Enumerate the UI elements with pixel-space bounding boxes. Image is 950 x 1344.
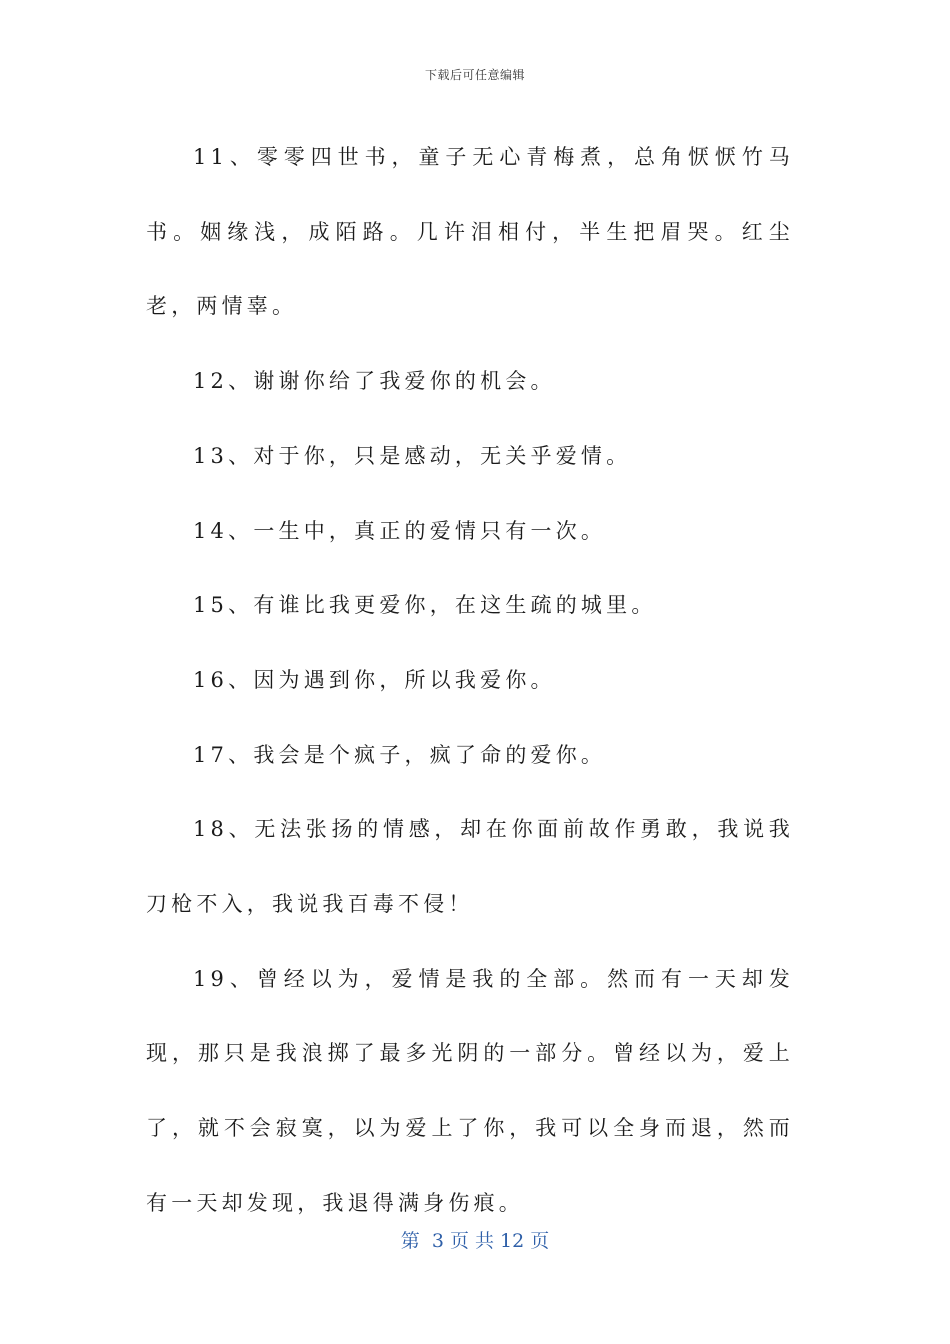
paragraph-11: 11、零零四世书，童子无心青梅煮，总角恹恹竹马书。姻缘浅，成陌路。几许泪相付，半生把眉哭。红尘老，两情辜。 — [146, 145, 794, 319]
paragraph-14: 14、一生中，真正的爱情只有一次。 — [193, 518, 607, 543]
page-header: 下载后可任意编辑 — [424, 68, 525, 82]
paragraph-13: 13、对于你，只是感动，无关乎爱情。 — [193, 443, 632, 468]
document-body — [146, 120, 794, 1241]
paragraph-17: 17、我会是个疯子，疯了命的爱你。 — [193, 742, 607, 767]
paragraph-12: 12、谢谢你给了我爱你的机会。 — [193, 369, 556, 394]
page-number-footer: 第 3 页 共 12 页 — [400, 1230, 550, 1252]
paragraph-16: 16、因为遇到你，所以我爱你。 — [193, 667, 556, 692]
paragraph-18: 18、无法张扬的情感，却在你面前故作勇敢，我说我刀枪不入，我说我百毒不侵！ — [146, 817, 794, 917]
paragraph-19: 19、曾经以为，爱情是我的全部。然而有一天却发现，那只是我浪掷了最多光阴的一部分。曾经以为，爱上了，就不会寂寞，以为爱上了你，我可以全身而退，然而有一天却发现，我退得满身伤痕。 — [146, 966, 794, 1215]
paragraph-15: 15、有谁比我更爱你，在这生疏的城里。 — [193, 593, 657, 618]
